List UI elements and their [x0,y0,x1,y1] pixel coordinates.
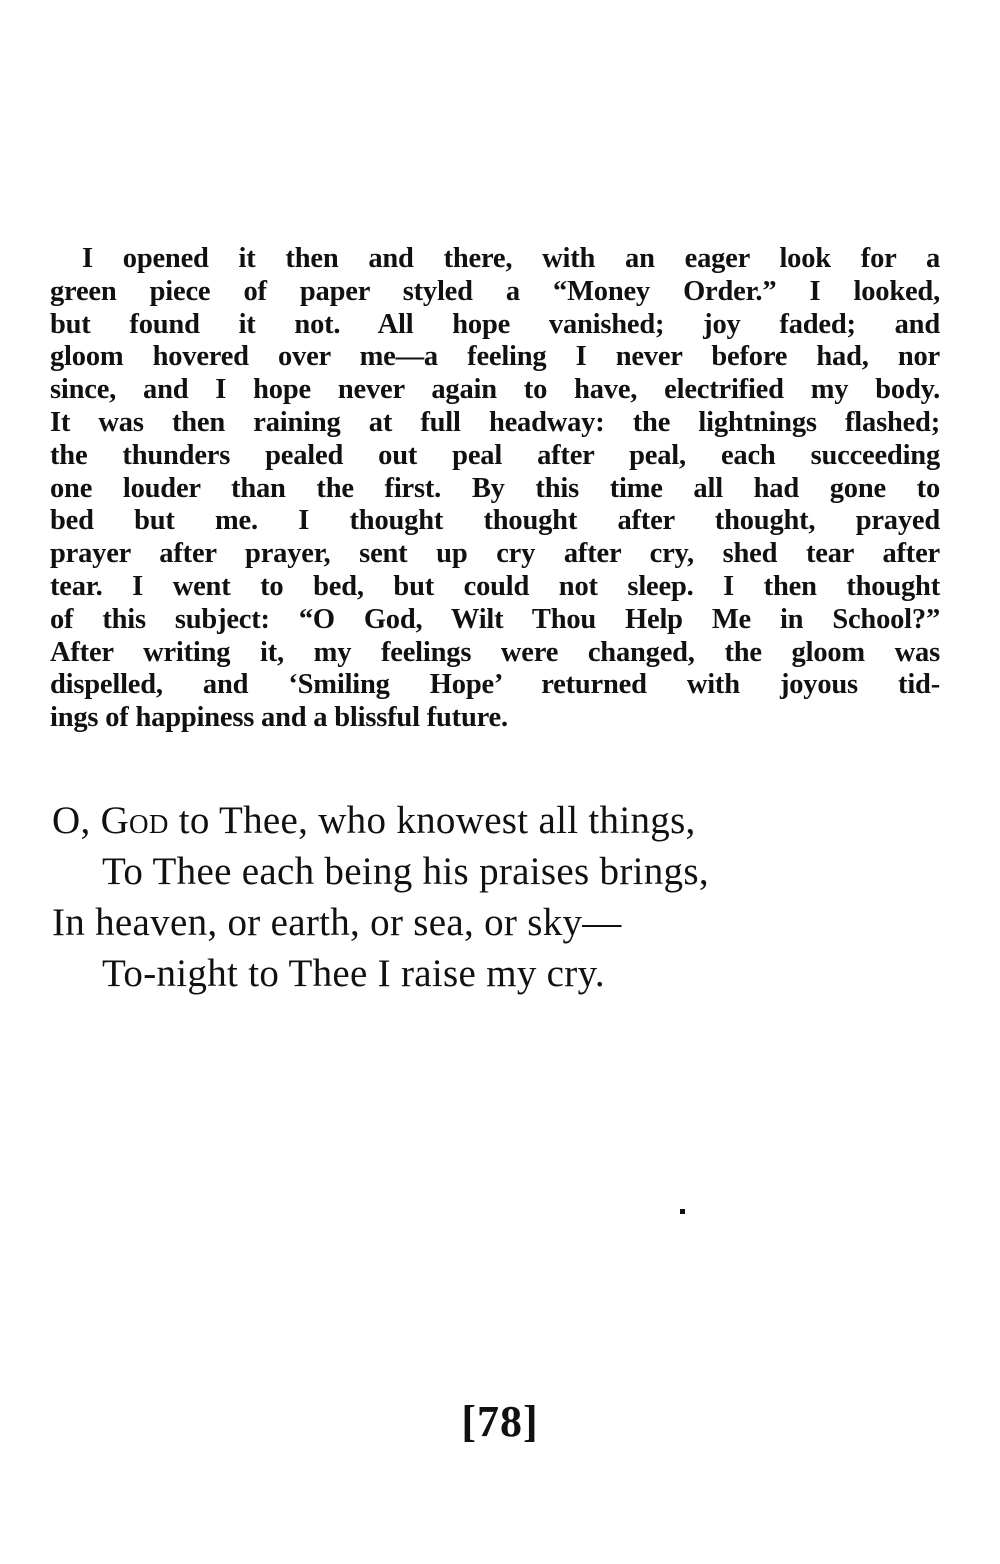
prose-line: prayer after prayer, sent up cry after cry, shed tear after [50,538,940,570]
prose-line: but found it not. All hope vanished; joy faded; and [50,308,940,340]
prose-line: dispelled, and ‘Smiling Hope’ returned with joyous tid- [50,669,940,701]
verse-line-1 [52,795,952,846]
prose-line: It was then raining at full headway: the lightnings flashed; [50,406,940,438]
prose-paragraph [50,243,940,735]
verse-small-caps-word: God [100,799,169,842]
prose-line: I opened it then and there, with an eager look for a [82,243,940,274]
prose-line: of this subject: “O God, Wilt Thou Help Me in School?” [50,603,940,635]
prose-line: the thunders pealed out peal after peal, each succeeding [50,439,940,471]
prose-line: bed but me. I thought thought after thought, prayed [50,505,940,537]
verse-line-3: In heaven, or earth, or sea, or sky— [52,901,622,944]
page-number: [78] [461,1397,539,1446]
verse-line-2: To Thee each being his praises brings, [102,850,709,893]
prose-line: After writing it, my feelings were changed, the gloom was [50,636,940,668]
prose-line: gloom hovered over me—a feeling I never before had, nor [50,341,940,373]
verse-stanza [52,795,952,999]
prose-line: tear. I went to bed, but could not sleep. I then thought [50,570,940,602]
print-speck [680,1209,685,1214]
verse-line-1-suffix: to Thee, who knowest all things, [168,799,696,842]
verse-line-4: To-night to Thee I raise my cry. [102,952,605,995]
verse-line-1-prefix: O, [52,799,101,842]
prose-line: since, and I hope never again to have, electrified my body. [50,374,940,406]
prose-line: ings of happiness and a blissful future. [50,702,508,734]
prose-line: green piece of paper styled a “Money Order.” I looked, [50,275,940,307]
prose-line: one louder than the first. By this time all had gone to [50,472,940,504]
